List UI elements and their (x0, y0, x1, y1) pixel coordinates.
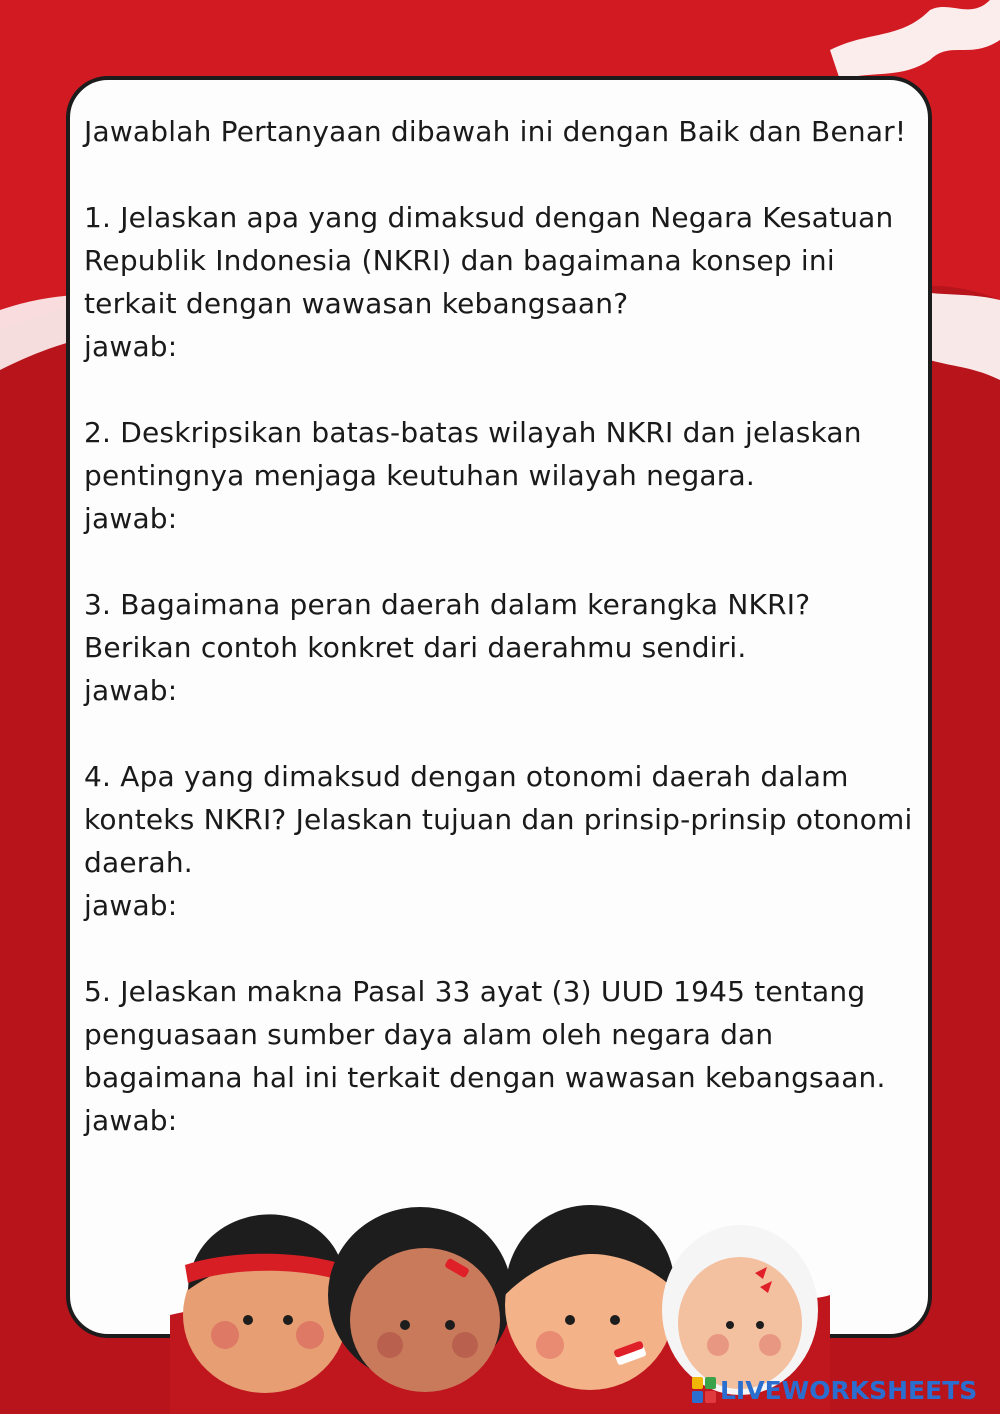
kid-3-illustration (505, 1205, 675, 1390)
instruction-heading: Jawablah Pertanyaan dibawah ini dengan Baik dan Benar! (84, 115, 907, 148)
kid-1-illustration (183, 1214, 347, 1393)
answer-label-1[interactable]: jawab: (84, 330, 178, 363)
answer-label-2[interactable]: jawab: (84, 502, 178, 535)
worksheet-card (66, 76, 932, 1338)
answer-label-5[interactable]: jawab: (84, 1104, 178, 1137)
answer-label-4[interactable]: jawab: (84, 889, 178, 922)
question-5: 5. Jelaskan makna Pasal 33 ayat (3) UUD 1945 tentang penguasaan sumber daya alam oleh negara dan bagaimana hal ini terkait dengan wawasan kebangsaan. (84, 975, 886, 1094)
question-1: 1. Jelaskan apa yang dimaksud dengan Negara Kesatuan Republik Indonesia (NKRI) dan bagaimana konsep ini terkait dengan wawasan kebangsaan? (84, 201, 894, 320)
worksheet-content (84, 110, 924, 1185)
question-2: 2. Deskripsikan batas-batas wilayah NKRI dan jelaskan pentingnya menjaga keutuhan wilayah negara. (84, 416, 862, 492)
question-4: 4. Apa yang dimaksud dengan otonomi daerah dalam konteks NKRI? Jelaskan tujuan dan prinsip-prinsip otonomi daerah. (84, 760, 913, 879)
question-3: 3. Bagaimana peran daerah dalam kerangka NKRI? Berikan contoh konkret dari daerahmu sendiri. (84, 588, 811, 664)
liveworksheets-logo (692, 1374, 977, 1406)
liveworksheets-logo-text: LIVEWORKSHEETS (720, 1375, 978, 1405)
answer-label-3[interactable]: jawab: (84, 674, 178, 707)
liveworksheets-logo-icon (692, 1377, 716, 1403)
kid-4-illustration (662, 1225, 818, 1395)
